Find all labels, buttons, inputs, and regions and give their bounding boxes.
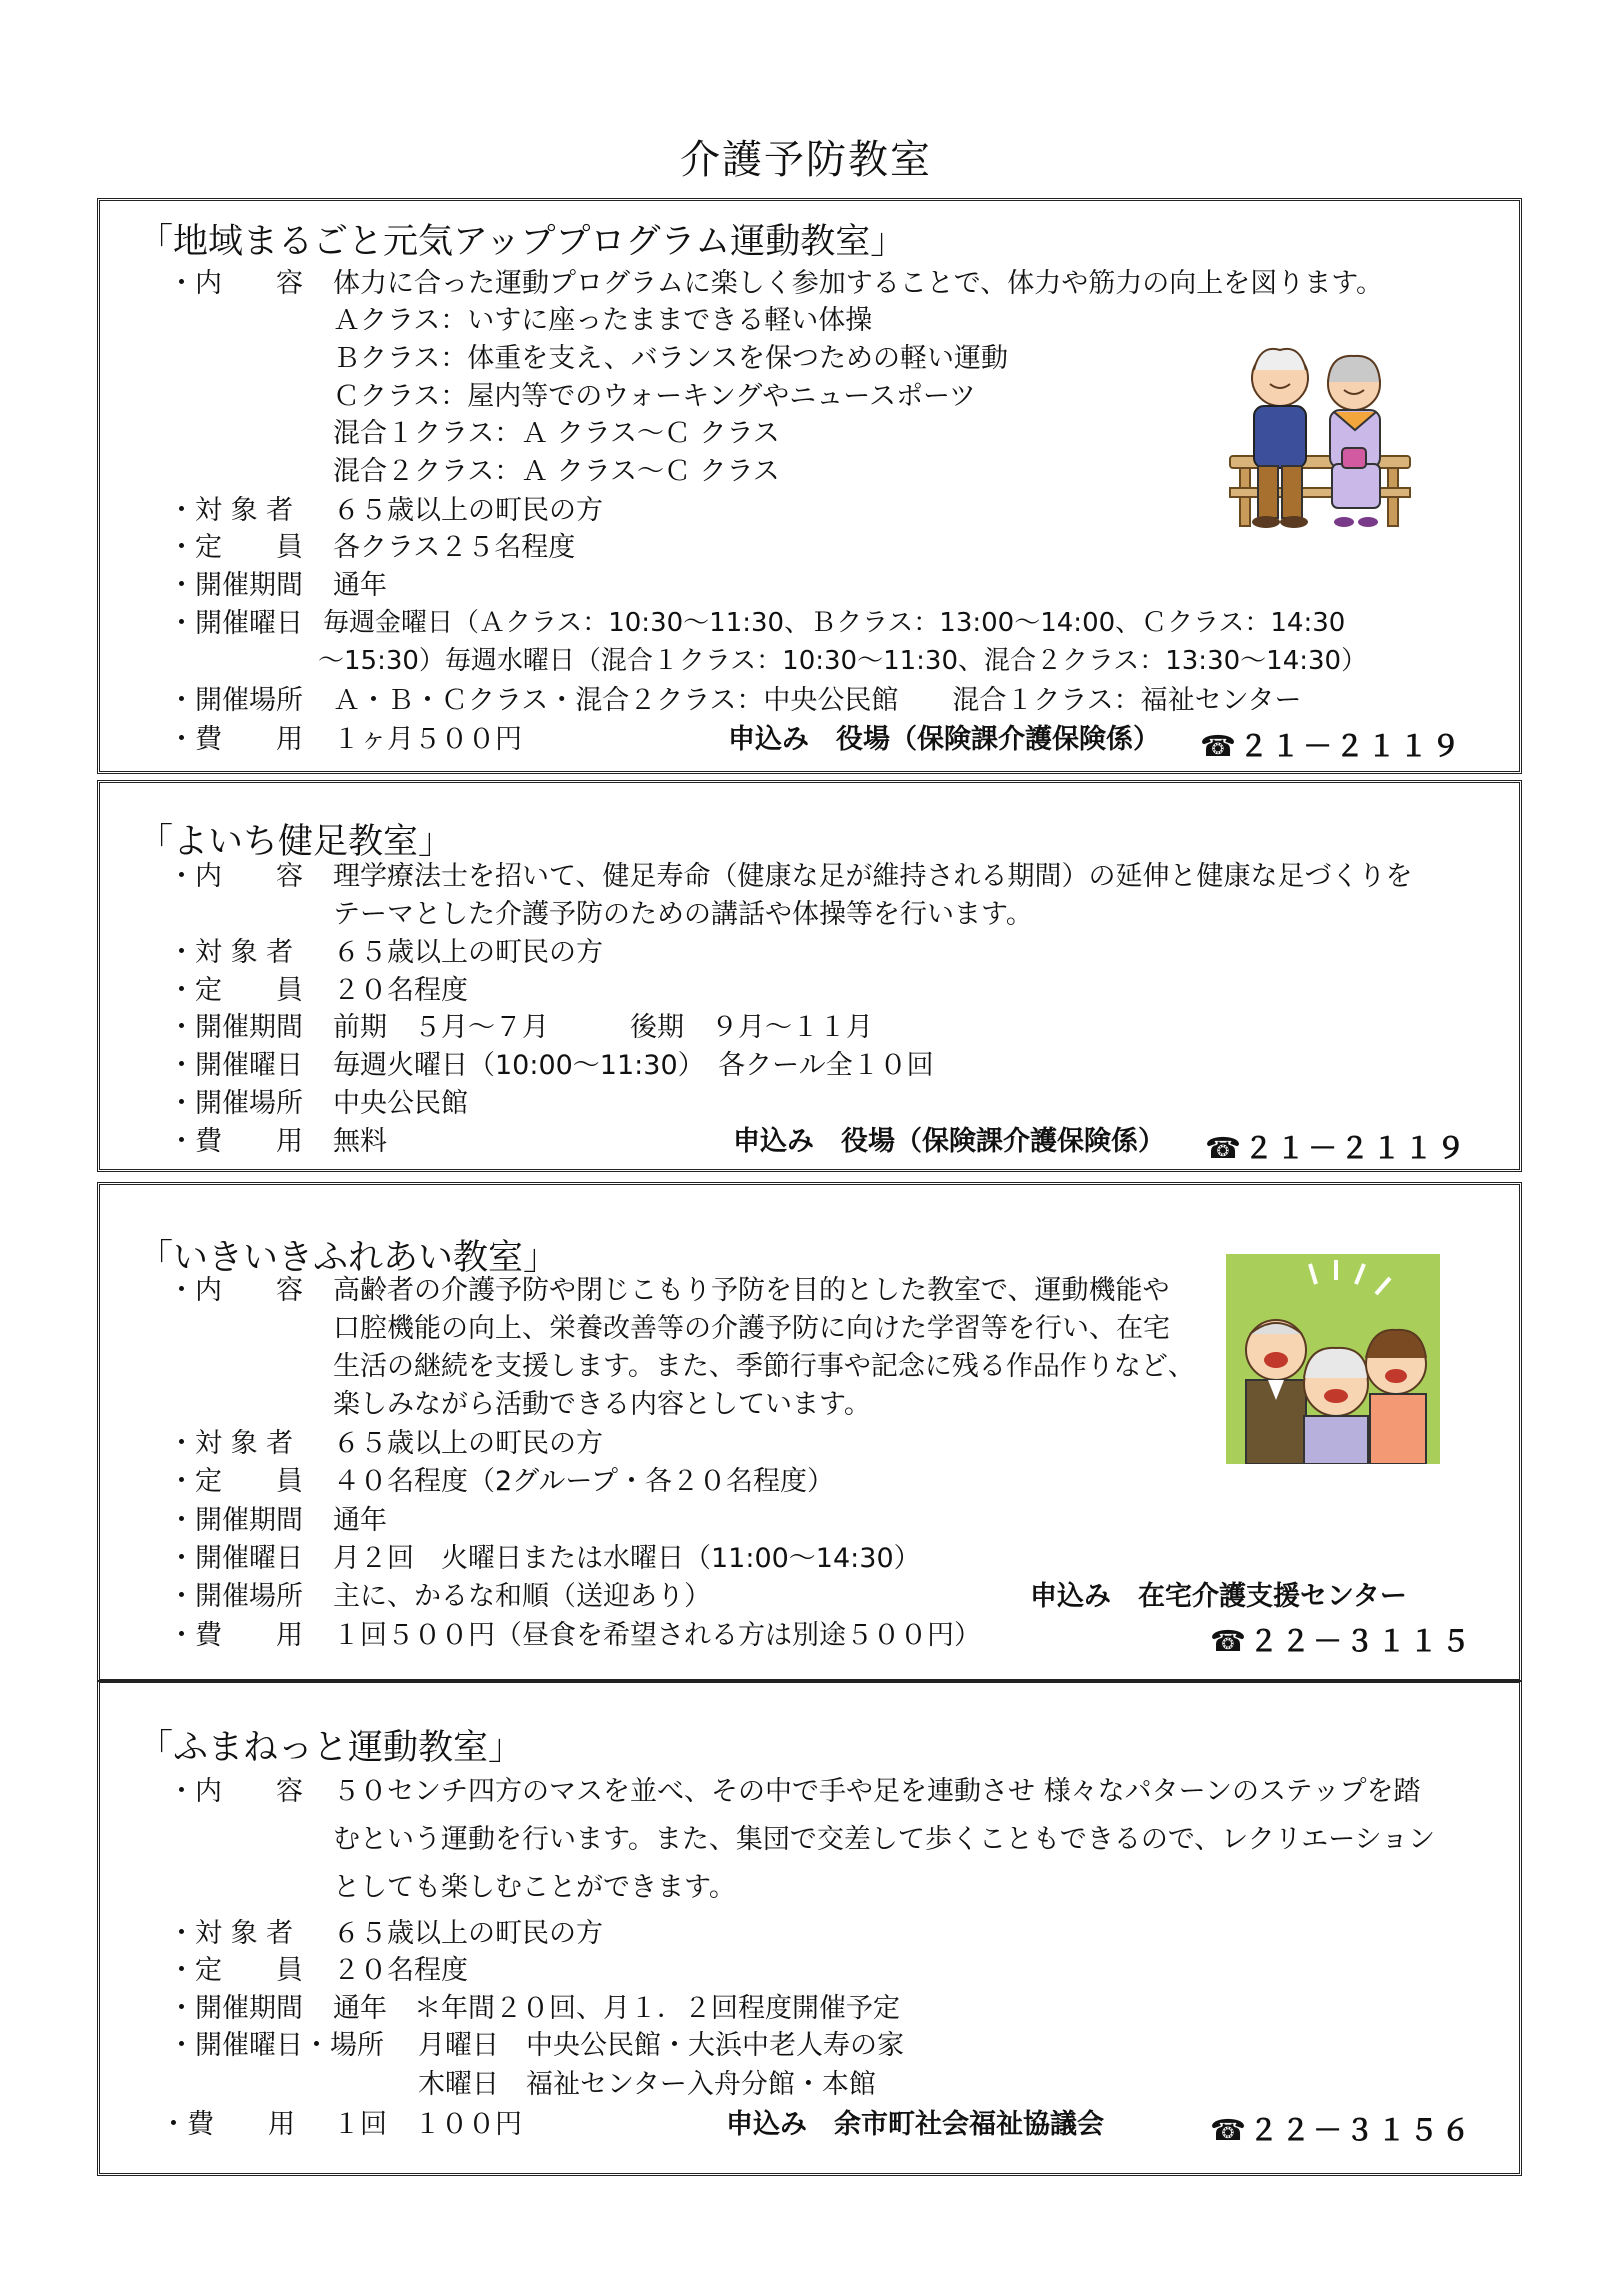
- s3-apply: 申込み 在宅介護支援センター: [1030, 1581, 1407, 1612]
- s2-target-label: ・対 象 者: [168, 937, 294, 968]
- section-4-title: 「ふまねっと運動教室」: [138, 1728, 524, 1768]
- s2-fee: 無料: [333, 1126, 387, 1157]
- s1-content-line: Ａクラス：いすに座ったままできる軽い体操: [333, 305, 873, 336]
- s4-day-line: 月曜日 中央公民館・大浜中老人寿の家: [418, 2030, 904, 2061]
- s2-period-label: ・開催期間: [168, 1012, 303, 1043]
- s2-day: 毎週火曜日（10:00～11:30） 各クール全１０回: [333, 1050, 934, 1081]
- s4-day-label: ・開催曜日・場所: [168, 2030, 384, 2061]
- s4-content-line: としても楽しむことができます。: [333, 1872, 736, 1903]
- s4-content-line: むという運動を行います。また、集団で交差して歩くこともできるので、レクリエーション: [333, 1824, 1436, 1855]
- elderly-couple-illustration: [1222, 338, 1414, 538]
- s1-target: ６５歳以上の町民の方: [333, 495, 603, 526]
- s1-content-label: ・内 容: [168, 268, 303, 299]
- s2-fee-label: ・費 用: [168, 1126, 303, 1157]
- s1-capacity: 各クラス２５名程度: [333, 532, 576, 563]
- section-1-title: 「地域まるごと元気アッププログラム運動教室」: [138, 222, 906, 262]
- s4-period: 通年 ＊年間２０回、月１．２回程度開催予定: [333, 1993, 900, 2024]
- s3-content-line: 生活の継続を支援します。また、季節行事や記念に残る作品作りなど、: [333, 1351, 1195, 1382]
- s2-content-line: テーマとした介護予防のための講話や体操等を行います。: [333, 899, 1033, 930]
- s4-capacity-label: ・定 員: [168, 1955, 303, 1986]
- seniors-illustration: [1226, 1254, 1440, 1464]
- s2-place-label: ・開催場所: [168, 1088, 303, 1119]
- s1-day-line: 毎週金曜日（Ａクラス：10:30～11:30、Ｂクラス：13:00～14:00、Ｃクラス：14:30: [323, 608, 1346, 638]
- s3-place: 主に、かるな和順（送迎あり）: [333, 1581, 711, 1612]
- s1-day-line: ～15:30）毎週水曜日（混合１クラス：10:30～11:30、混合２クラス：13:30～14:30）: [318, 646, 1368, 676]
- s1-day-label: ・開催曜日: [168, 608, 303, 639]
- s4-period-label: ・開催期間: [168, 1993, 303, 2024]
- s2-content-label: ・内 容: [168, 861, 303, 892]
- s4-content-line: ５０センチ四方のマスを並べ、その中で手や足を連動させ 様々なパターンのステップを踏: [333, 1776, 1421, 1807]
- s1-apply: 申込み 役場（保険課介護保険係）: [728, 724, 1160, 755]
- s2-tel: ☎２１－２１１９: [1205, 1131, 1469, 1165]
- s4-capacity: ２０名程度: [333, 1955, 468, 1986]
- s1-content-line: Ｂクラス：体重を支え、バランスを保つための軽い運動: [333, 343, 1008, 374]
- s1-place: Ａ・Ｂ・Ｃクラス・混合２クラス：中央公民館 混合１クラス：福祉センター: [333, 685, 1302, 716]
- s3-fee: １回５００円（昼食を希望される方は別途５００円）: [333, 1620, 981, 1651]
- s4-day-line: 木曜日 福祉センター入舟分館・本館: [418, 2069, 876, 2100]
- s4-fee: １回 １００円: [333, 2109, 522, 2140]
- s3-capacity: ４０名程度（2グループ・各２０名程度）: [333, 1466, 835, 1497]
- s4-tel: ☎２２－３１５６: [1210, 2113, 1474, 2147]
- s4-target-label: ・対 象 者: [168, 1918, 294, 1949]
- s1-fee-label: ・費 用: [168, 724, 303, 755]
- s1-place-label: ・開催場所: [168, 685, 303, 716]
- section-2-title: 「よいち健足教室」: [138, 822, 454, 862]
- s2-capacity-label: ・定 員: [168, 975, 303, 1006]
- s3-content-label: ・内 容: [168, 1275, 303, 1306]
- s3-period-label: ・開催期間: [168, 1505, 303, 1536]
- s1-period-label: ・開催期間: [168, 570, 303, 601]
- s4-target: ６５歳以上の町民の方: [333, 1918, 603, 1949]
- s2-apply: 申込み 役場（保険課介護保険係）: [733, 1126, 1165, 1157]
- s4-apply: 申込み 余市町社会福祉協議会: [726, 2109, 1104, 2140]
- s3-tel: ☎２２－３１１５: [1210, 1624, 1474, 1658]
- s3-day: 月２回 火曜日または水曜日（11:00～14:30）: [333, 1543, 921, 1574]
- s2-place: 中央公民館: [333, 1088, 468, 1119]
- s2-day-label: ・開催曜日: [168, 1050, 303, 1081]
- s3-content-line: 楽しみながら活動できる内容としています。: [333, 1389, 871, 1420]
- s1-tel: ☎２１－２１１９: [1200, 729, 1464, 763]
- s1-content-line: 体力に合った運動プログラムに楽しく参加することで、体力や筋力の向上を図ります。: [333, 268, 1384, 299]
- s2-capacity: ２０名程度: [333, 975, 468, 1006]
- s1-target-label: ・対 象 者: [168, 495, 294, 526]
- section-3-title: 「いきいきふれあい教室」: [138, 1238, 559, 1278]
- page-title: 介護予防教室: [680, 137, 932, 183]
- s2-period: 前期 ５月～７月 後期 ９月～１１月: [333, 1012, 873, 1043]
- s1-content-line: Ｃクラス：屋内等でのウォーキングやニュースポーツ: [333, 381, 976, 412]
- s3-period: 通年: [333, 1505, 387, 1536]
- s1-content-line: 混合２クラス：Ａ クラス～Ｃ クラス: [333, 456, 780, 487]
- s3-fee-label: ・費 用: [168, 1620, 303, 1651]
- s2-target: ６５歳以上の町民の方: [333, 937, 603, 968]
- s3-target: ６５歳以上の町民の方: [333, 1428, 603, 1459]
- s3-content-line: 口腔機能の向上、栄養改善等の介護予防に向けた学習等を行い、在宅: [333, 1313, 1170, 1344]
- s3-capacity-label: ・定 員: [168, 1466, 303, 1497]
- s3-place-label: ・開催場所: [168, 1581, 303, 1612]
- s4-content-label: ・内 容: [168, 1776, 303, 1807]
- s1-content-line: 混合１クラス：Ａ クラス～Ｃ クラス: [333, 418, 780, 449]
- s3-target-label: ・対 象 者: [168, 1428, 294, 1459]
- s1-fee: １ヶ月５００円: [333, 724, 522, 755]
- s2-content-line: 理学療法士を招いて、健足寿命（健康な足が維持される期間）の延伸と健康な足づくりを: [333, 861, 1413, 892]
- s4-fee-label: ・費 用: [160, 2109, 295, 2140]
- s3-content-line: 高齢者の介護予防や閉じこもり予防を目的とした教室で、運動機能や: [333, 1275, 1170, 1306]
- s3-day-label: ・開催曜日: [168, 1543, 303, 1574]
- s1-capacity-label: ・定 員: [168, 532, 303, 563]
- s1-period: 通年: [333, 570, 387, 601]
